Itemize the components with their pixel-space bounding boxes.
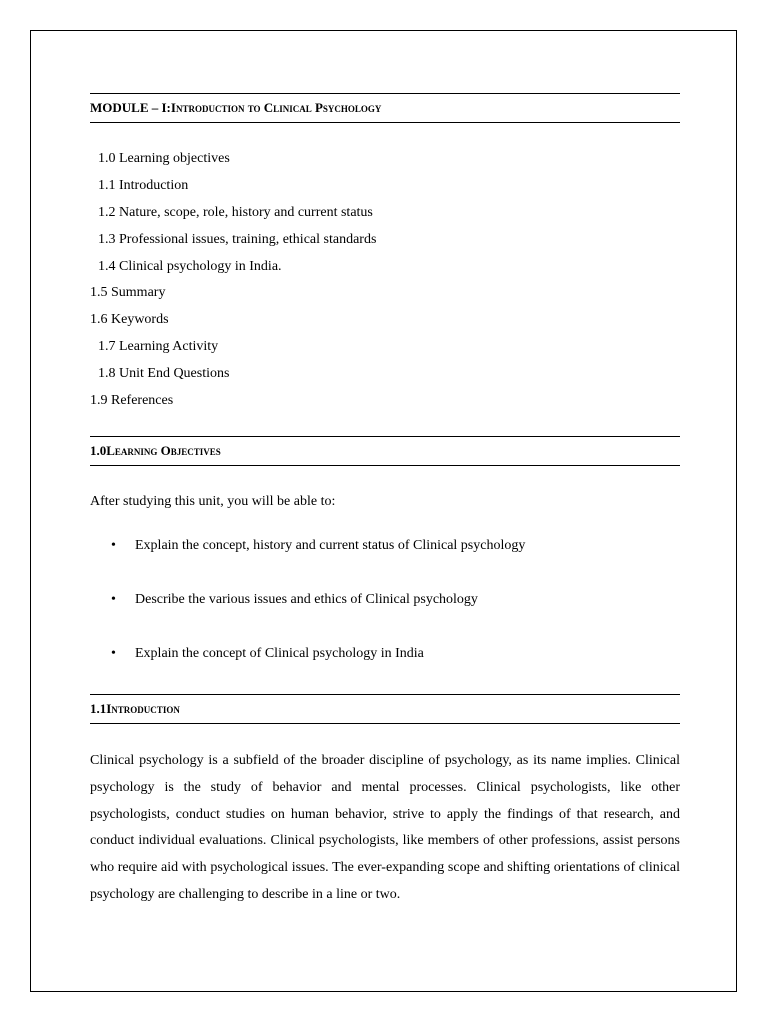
introduction-title: Introduction: [106, 700, 180, 716]
toc-item: 1.2 Nature, scope, role, history and current status: [98, 204, 373, 220]
document-content: [90, 93, 680, 909]
list-item: [90, 536, 680, 590]
list-item-text: Explain the concept of Clinical psychology in India: [135, 645, 424, 661]
toc-item: 1.5 Summary: [90, 285, 166, 301]
bullet-icon: •: [111, 645, 116, 661]
toc-item: 1.8 Unit End Questions: [98, 366, 230, 382]
introduction-number: 1.1: [90, 700, 107, 716]
bullet-icon: •: [111, 537, 116, 553]
learning-objectives-heading: [90, 436, 680, 466]
toc-item: 1.9 References: [90, 393, 174, 409]
toc-item: 1.0 Learning objectives: [98, 151, 230, 166]
learning-objectives-list: [90, 536, 680, 698]
list-item: [90, 590, 680, 644]
toc-item: 1.1 Introduction: [98, 177, 189, 193]
bullet-icon: •: [111, 591, 116, 607]
module-heading: [90, 93, 680, 123]
module-heading-title: Introduction to Clinical Psychology: [170, 100, 382, 115]
list-item-text: Describe the various issues and ethics of Clinical psychology: [135, 591, 478, 607]
toc-item: 1.6 Keywords: [90, 312, 169, 328]
introduction-heading: [90, 694, 680, 724]
table-of-contents: [90, 149, 680, 418]
learning-objectives-intro: After studying this unit, you will be able to:: [90, 493, 336, 509]
introduction-paragraph: Clinical psychology is a subfield of the broader discipline of psychology, as its name implies. Clinical psychology is the study of behavior and mental processes. Clinical psychologists, like other psychologists, conduct studies on human behavior, strive to apply the findings of that research, and conduct individual evaluations. Clinical psychologists, like members of other professions, assist persons who require aid with psychological issues. The ever-expanding scope and shifting orientations of clinical psychology are challenging to describe in a line or two.: [90, 752, 680, 902]
toc-item: 1.4 Clinical psychology in India.: [98, 258, 282, 274]
module-heading-prefix: MODULE – I:: [90, 100, 171, 115]
list-item: [90, 644, 680, 698]
list-item-text: Explain the concept, history and current status of Clinical psychology: [135, 537, 526, 553]
learning-objectives-title: Learning Objectives: [106, 442, 221, 458]
toc-item: 1.3 Professional issues, training, ethical standards: [98, 231, 377, 247]
learning-objectives-number: 1.0: [90, 442, 107, 458]
toc-item: 1.7 Learning Activity: [98, 339, 219, 355]
